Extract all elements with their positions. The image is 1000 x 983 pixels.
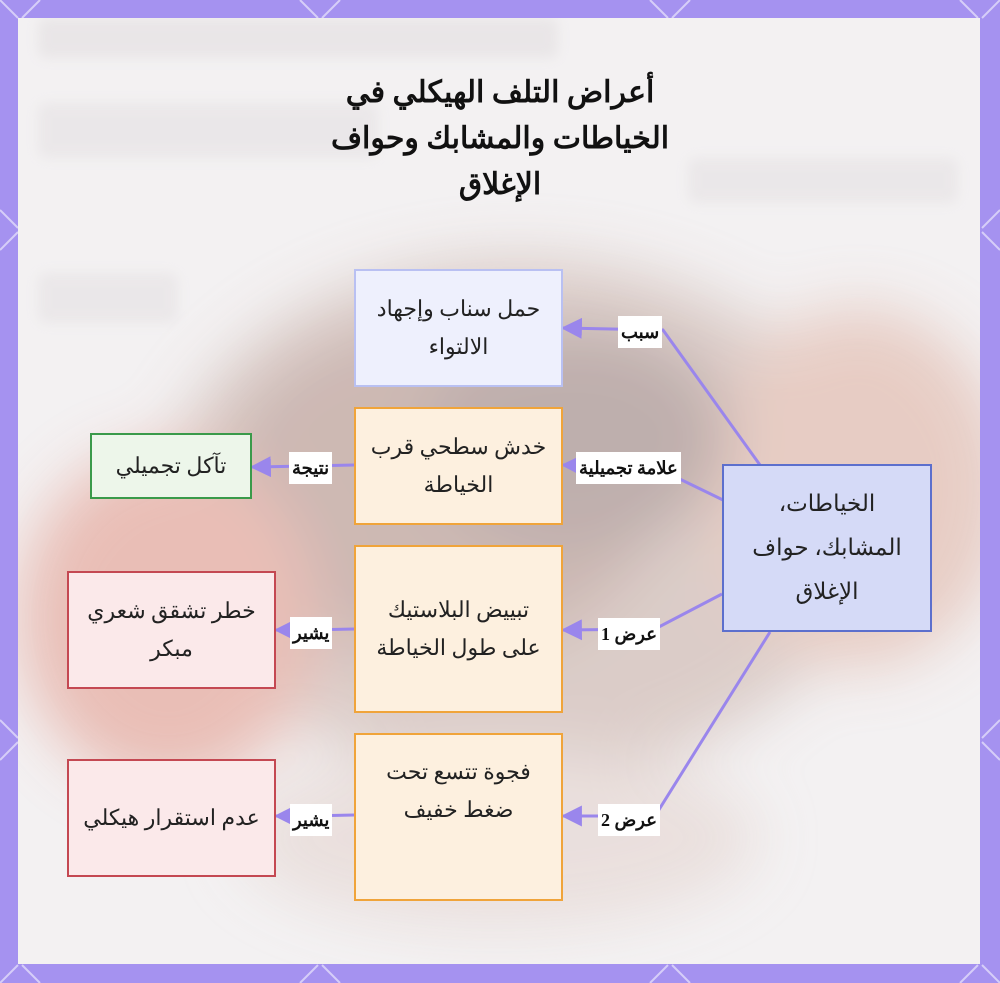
node-symptom-2-text: فجوة تتسع تحت ضغط خفيف — [386, 759, 531, 822]
node-cosmetic-mark-text: خدش سطحي قرب الخياطة — [370, 434, 547, 497]
node-symptom-1 — [354, 545, 563, 713]
diagram-title: أعراض التلف الهيكلي في الخياطات والمشابك وحواف الإغلاق — [330, 76, 670, 201]
node-outcome-instability-text: عدم استقرار هيكلي — [83, 805, 260, 830]
node-outcome-cosmetic — [90, 433, 252, 499]
diagram-canvas — [18, 18, 980, 964]
node-main-text: الخياطات، المشابك، حواف الإغلاق — [752, 491, 902, 604]
node-cosmetic-mark — [354, 407, 563, 525]
node-cause-text: حمل سناب وإجهاد الالتواء — [376, 296, 541, 359]
edge-label-symptom-2: عرض 2 — [598, 804, 660, 836]
node-main — [722, 464, 932, 632]
node-outcome-instability — [67, 759, 276, 877]
edge-label-cosmetic-mark: علامة تجميلية — [576, 452, 681, 484]
edge-cause — [563, 328, 760, 465]
edge-label-indicates-2: يشير — [290, 804, 332, 836]
edge-symptom-2 — [563, 632, 770, 816]
node-outcome-crack — [67, 571, 276, 689]
edge-label-indicates-1: يشير — [290, 617, 332, 649]
node-symptom-2 — [354, 733, 563, 901]
edge-label-result: نتيجة — [289, 452, 332, 484]
node-outcome-cosmetic-text: تآكل تجميلي — [115, 453, 227, 478]
edge-label-symptom-1: عرض 1 — [598, 618, 660, 650]
edge-label-cause: سبب — [618, 316, 662, 348]
node-symptom-1-text: تبييض البلاستيك على طول الخياطة — [376, 597, 541, 660]
node-outcome-crack-text: خطر تشقق شعري مبكر — [87, 598, 256, 661]
node-cause — [354, 269, 563, 387]
